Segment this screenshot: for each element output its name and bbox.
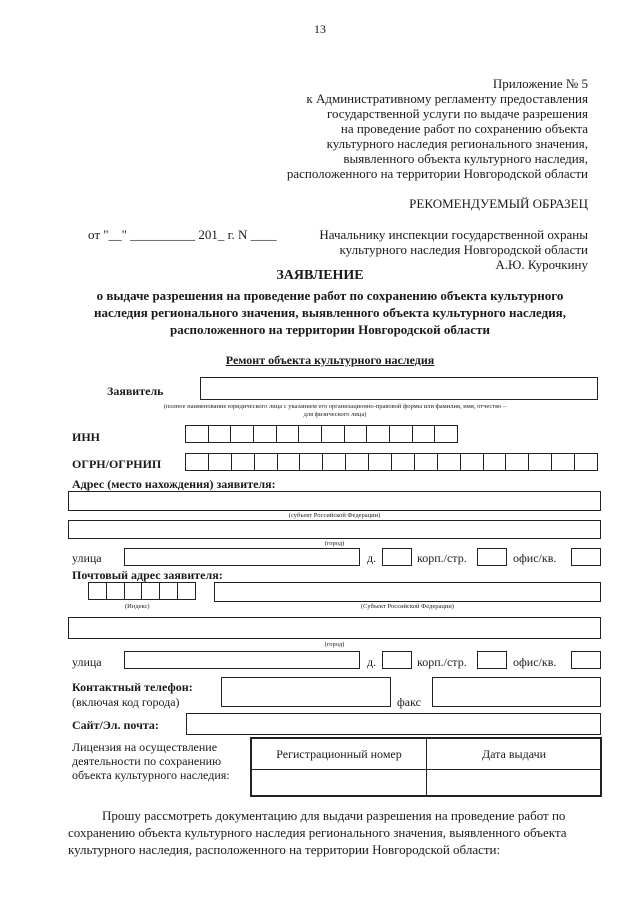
postal-city-hint: (город) — [324, 641, 345, 648]
document-subtitle — [40, 287, 620, 338]
request-paragraph — [68, 807, 608, 858]
appendix-line: к Административному регламенту предоставления — [306, 91, 588, 106]
postal-house-field[interactable] — [382, 651, 412, 669]
license-reg-header: Регистрационный номер — [276, 747, 402, 761]
date-line: от "__" __________ 201_ г. N ____ — [88, 227, 277, 242]
postal-street-label: улица — [72, 655, 102, 669]
addressee-line: Начальнику инспекции государственной охраны — [319, 227, 588, 242]
addressee-block — [300, 227, 588, 272]
fax-field[interactable] — [432, 677, 601, 707]
site-label: Сайт/Эл. почта: — [72, 718, 159, 732]
inn-label: ИНН — [72, 430, 101, 444]
postal-label: Почтовый адрес заявителя: — [72, 568, 223, 582]
applicant-hint-line: (полное наименование юридического лица с указанием его организационно-правовой формы или фамилия, имя, отчество – — [163, 403, 507, 410]
postal-building-field[interactable] — [477, 651, 507, 669]
subject-hint: (субъект Российской Федерации) — [288, 512, 381, 519]
request-line: культурного наследия, расположенного на территории Новгородской области: — [68, 842, 501, 857]
house-label: д. — [367, 551, 377, 565]
city-hint: (город) — [324, 540, 345, 547]
postal-city-field[interactable] — [68, 617, 601, 639]
ogrn-cells[interactable] — [185, 453, 598, 471]
address-label: Адрес (место нахождения) заявителя: — [72, 477, 276, 491]
postal-street-field[interactable] — [124, 651, 360, 669]
index-hint: (Индекс) — [125, 603, 150, 610]
license-line: Лицензия на осуществление — [72, 740, 218, 754]
page-number: 13 — [314, 22, 326, 36]
street-label: улица — [72, 551, 102, 565]
license-table-divider — [426, 737, 427, 797]
applicant-hint-line: для физического лица) — [303, 411, 367, 418]
license-reg-field[interactable] — [255, 771, 424, 795]
appendix-block — [230, 76, 588, 181]
postal-subject-field[interactable] — [214, 582, 601, 602]
postal-building-label: корп./стр. — [417, 655, 467, 669]
appendix-line: выявленного объекта культурного наследия, — [343, 151, 588, 166]
addressee-line: А.Ю. Курочкину — [495, 257, 588, 272]
applicant-label: Заявитель — [107, 384, 164, 398]
appendix-line: культурного наследия регионального значения, — [326, 136, 588, 151]
sample-label: РЕКОМЕНДУЕМЫЙ ОБРАЗЕЦ — [409, 196, 588, 211]
office-field[interactable] — [571, 548, 601, 566]
license-label — [72, 740, 230, 782]
office-label: офис/кв. — [513, 551, 557, 565]
license-date-header: Дата выдачи — [481, 747, 547, 761]
postal-office-field[interactable] — [571, 651, 601, 669]
house-field[interactable] — [382, 548, 412, 566]
applicant-field[interactable] — [200, 377, 598, 400]
license-line: деятельности по сохранению — [72, 754, 222, 768]
city-field[interactable] — [68, 520, 601, 539]
ogrn-label: ОГРН/ОГРНИП — [72, 457, 162, 471]
postal-subject-hint: (Субъект Российской Федерации) — [361, 603, 454, 610]
subject-field[interactable] — [68, 491, 601, 511]
subtitle-line: расположенного на территории Новгородской области — [170, 322, 490, 337]
building-label: корп./стр. — [417, 551, 467, 565]
building-field[interactable] — [477, 548, 507, 566]
work-type: Ремонт объекта культурного наследия — [225, 353, 435, 367]
postal-house-label: д. — [367, 655, 377, 669]
addressee-line: культурного наследия Новгородской области — [339, 242, 588, 257]
license-line: объекта культурного наследия: — [72, 768, 230, 782]
request-line: сохранению объекта культурного наследия регионального значения, выявленного объекта — [68, 825, 567, 840]
document-title: ЗАЯВЛЕНИЕ — [276, 268, 364, 283]
subtitle-line: наследия регионального значения, выявленного объекта культурного наследия, — [94, 305, 566, 320]
street-field[interactable] — [124, 548, 360, 566]
license-table-rule — [250, 769, 602, 770]
appendix-line: на проведение работ по сохранению объекта — [340, 121, 588, 136]
appendix-line: Приложение № 5 — [492, 76, 588, 91]
license-date-field[interactable] — [429, 771, 599, 795]
phone-sub: (включая код города) — [72, 695, 180, 709]
subtitle-line: о выдаче разрешения на проведение работ по сохранению объекта культурного — [96, 288, 564, 303]
fax-label: факс — [397, 695, 421, 709]
inn-cells[interactable] — [185, 425, 458, 443]
phone-field[interactable] — [221, 677, 391, 707]
applicant-hint — [95, 403, 575, 419]
request-line: Прошу рассмотреть документацию для выдачи разрешения на проведение работ по — [102, 808, 566, 823]
appendix-line: расположенного на территории Новгородской области — [286, 166, 588, 181]
phone-label: Контактный телефон: — [72, 680, 193, 694]
site-field[interactable] — [186, 713, 601, 735]
postal-office-label: офис/кв. — [513, 655, 557, 669]
index-cells[interactable] — [88, 582, 196, 600]
appendix-line: государственной услуги по выдаче разрешения — [326, 106, 588, 121]
